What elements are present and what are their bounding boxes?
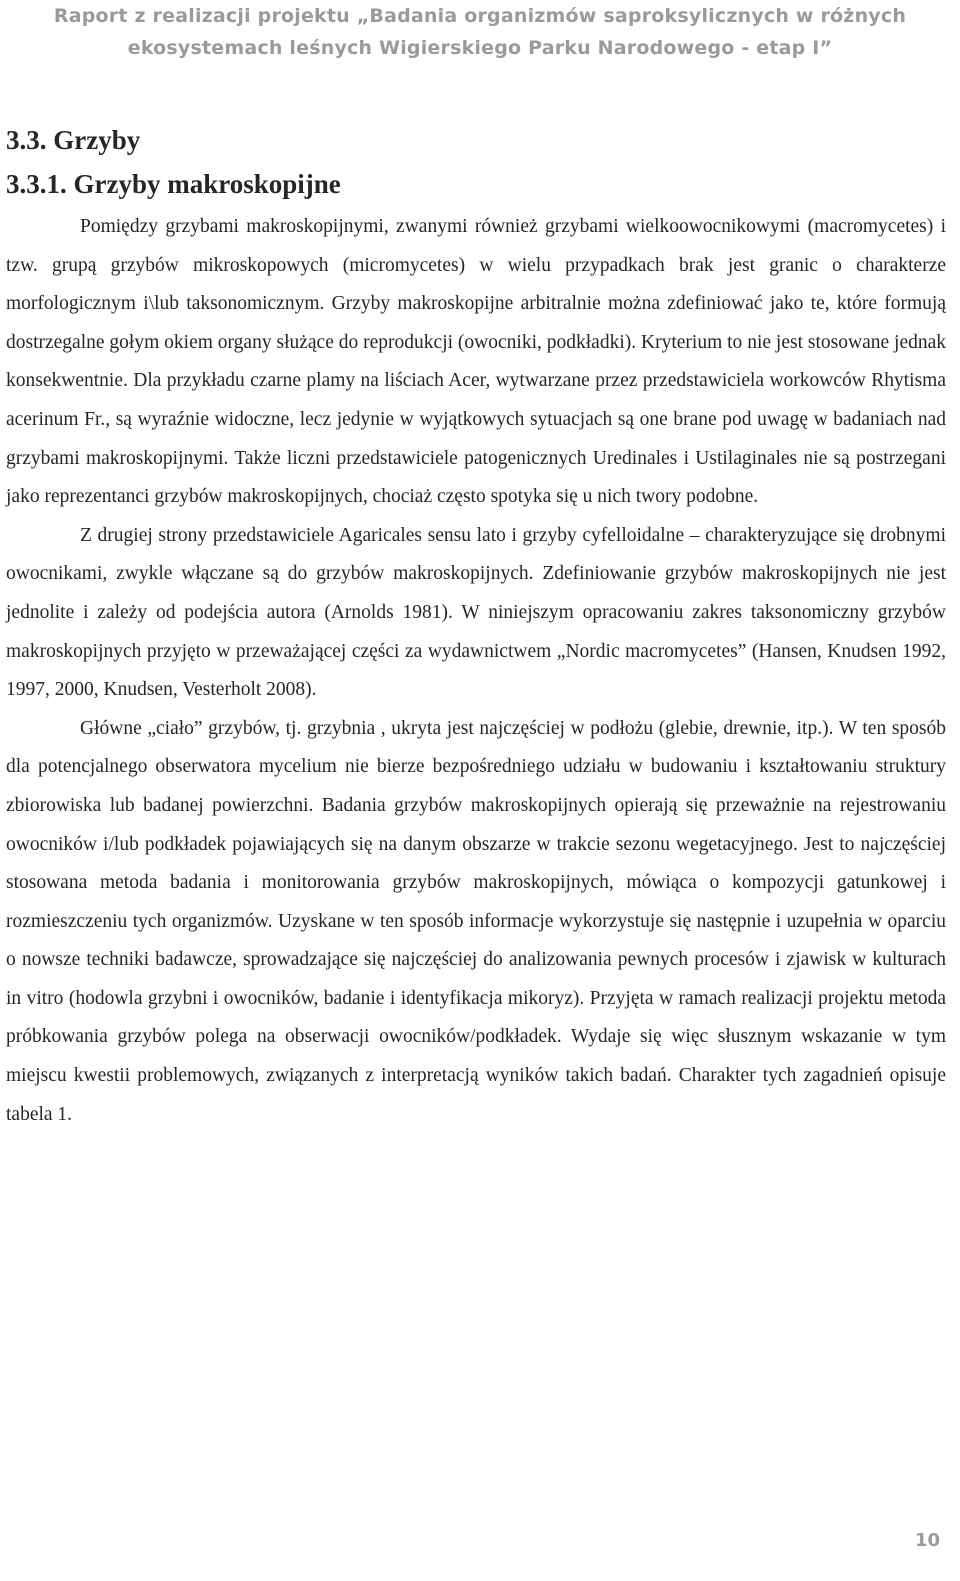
running-header-line-1: Raport z realizacji projektu „Badania organizmów saproksylicznych w różnych xyxy=(53,5,907,27)
paragraph-3: Główne „ciało” grzybów, tj. grzybnia , ukryta jest najczęściej w podłożu (glebie, drewnie, itp.). W ten sposób dla potencjalnego obserwatora mycelium nie bierze bezpośredniego udziału w budowaniu i kształtowaniu struktury zbiorowiska lub badanej powierzchni. Badania grzybów makroskopijnych opierają się przeważnie na rejestrowaniu owocników i/lub podkładek pojawiających się na danym obszarze w trakcie sezonu wegetacyjnego. Jest to najczęściej stosowana metoda badania i monitorowania grzybów makroskopijnych, mówiąca o kompozycji gatunkowej i rozmieszczeniu tych organizmów. Uzyskane w ten sposób informacje wykorzystuje się następnie i uzupełnia w oparciu o nowsze techniki badawcze, sprowadzające się najczęściej do analizowania pewnych procesów i zjawisk w kulturach in vitro (hodowla grzybni i owocników, badanie i identyfikacja mikoryz). Przyjęta w ramach realizacji projektu metoda próbkowania grzybów polega na obserwacji owocników/podkładek. Wydaje się więc słusznym wskazanie w tym miejscu kwestii problemowych, związanych z interpretacją wyników takich badań. Charakter tych zagadnień opisuje tabela 1. xyxy=(6,717,946,1125)
running-header xyxy=(0,0,960,64)
document-body xyxy=(6,118,946,1134)
section-heading: 3.3. Grzyby xyxy=(6,125,141,155)
paragraph-2: Z drugiej strony przedstawiciele Agaricales sensu lato i grzyby cyfelloidalne – charakteryzujące się drobnymi owocnikami, zwykle włączane są do grzybów makroskopijnych. Zdefiniowanie grzybów makroskopijnych nie jest jednolite i zależy od podejścia autora (Arnolds 1981). W niniejszym opracowaniu zakres taksonomiczny grzybów makroskopijnych przyjęto w przeważającej części za wydawnictwem „Nordic macromycetes” (Hansen, Knudsen 1992, 1997, 2000, Knudsen, Vesterholt 2008). xyxy=(6,524,946,701)
paragraph-1: Pomiędzy grzybami makroskopijnymi, zwanymi również grzybami wielkoowocnikowymi (macromycetes) i tzw. grupą grzybów mikroskopowych (micromycetes) w wielu przypadkach brak jest granic o charakterze morfologicznym i\lub taksonomicznym. Grzyby makroskopijne arbitralnie można zdefiniować jako te, które formują dostrzegalne gołym okiem organy służące do reprodukcji (owocniki, podkładki). Kryterium to nie jest stosowane jednak konsekwentnie. Dla przykładu czarne plamy na liściach Acer, wytwarzane przez przedstawiciela workowców Rhytisma acerinum Fr., są wyraźnie widoczne, lecz jedynie w wyjątkowych sytuacjach są one brane pod uwagę w badaniach nad grzybami makroskopijnymi. Także liczni przedstawiciele patogenicznych Uredinales i Ustilaginales nie są postrzegani jako reprezentanci grzybów makroskopijnych, chociaż często spotyka się u nich twory podobne. xyxy=(6,216,946,508)
subsection-heading: 3.3.1. Grzyby makroskopijne xyxy=(6,169,341,199)
running-header-line-2: ekosystemach leśnych Wigierskiego Parku Narodowego - etap I” xyxy=(127,37,833,59)
page-number: 10 xyxy=(914,1530,940,1551)
